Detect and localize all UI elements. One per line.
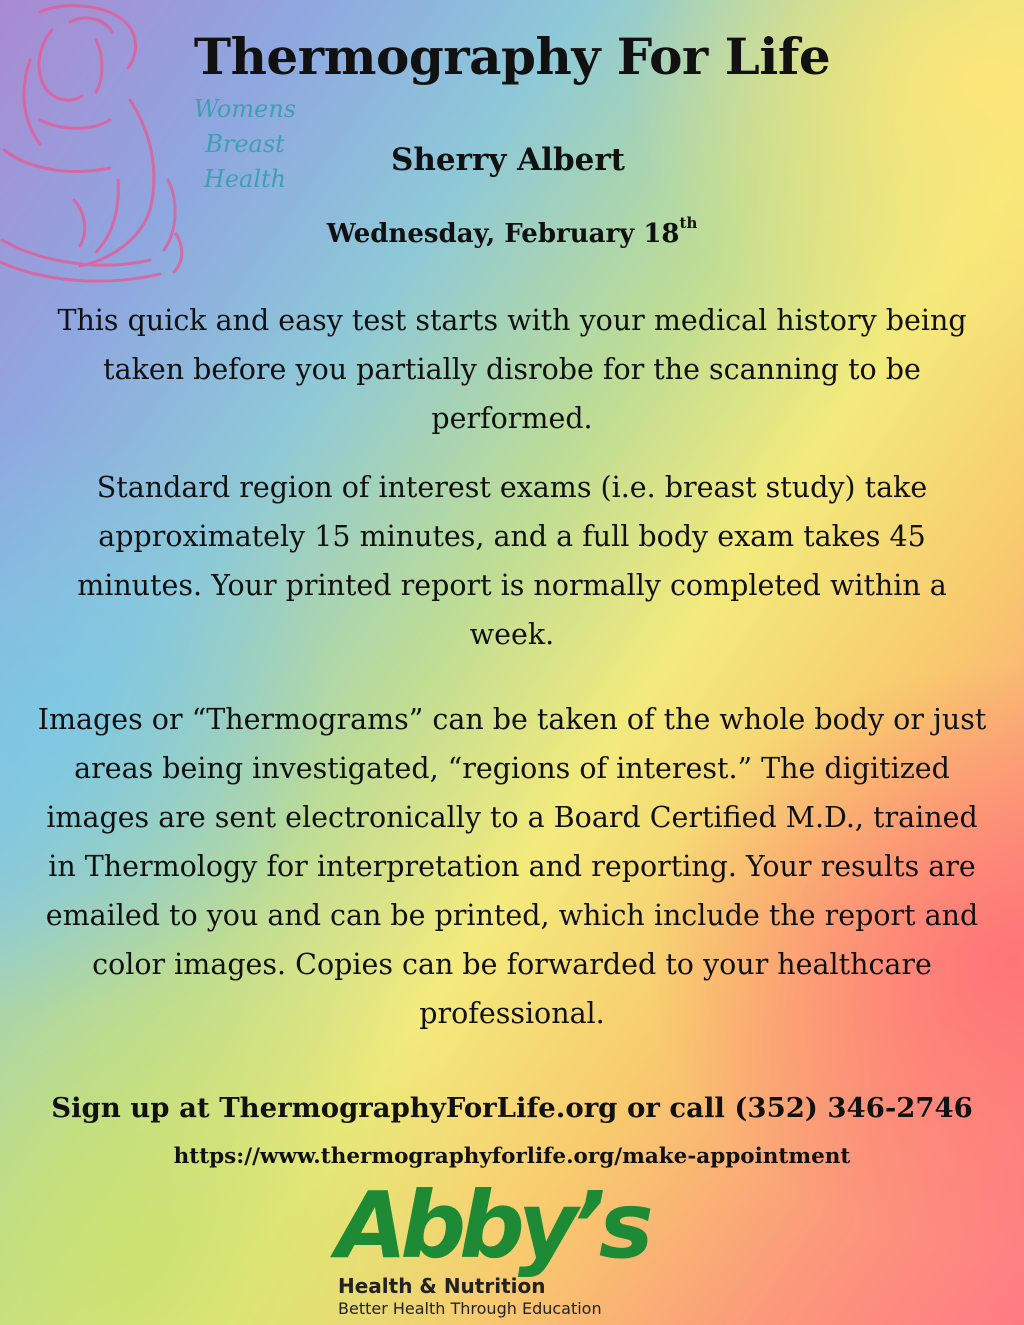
appointment-link[interactable]: https://www.thermographyforlife.org/make-appointment: [173, 1144, 851, 1169]
presenter-name: Sherry Albert: [391, 142, 625, 178]
sponsor-subtitle: Health & Nutrition: [338, 1274, 546, 1298]
paragraph-exam-duration: Standard region of interest exams (i.e. breast study) take approximately 15 minutes, and a full body exam takes 45 minutes. Your printed report is normally completed within a week.: [77, 471, 947, 651]
paragraph-test-process: This quick and easy test starts with your medical history being taken before you partially disrobe for the scanning to be performed.: [57, 304, 967, 435]
paragraph-thermograms: Images or “Thermograms” can be taken of the whole body or just areas being investigated, “regions of interest.” The digitized images are sent electronically to a Board Certified M.D., trained in Thermology for interpretation and reporting. Your results are emailed to you and can be printed, which include the report and color images. Copies can be forwarded to your healthcare professional.: [37, 703, 987, 1030]
event-date-text: Wednesday, February 18: [326, 219, 680, 249]
signup-call-to-action: Sign up at ThermographyForLife.org or call (352) 346-2746: [51, 1092, 973, 1124]
logo-line-breast: Breast: [205, 130, 285, 158]
event-date: [212, 213, 812, 255]
event-date-suffix: th: [679, 214, 698, 233]
sponsor-logo: [336, 1172, 696, 1322]
sponsor-name: Abby’s: [336, 1172, 647, 1279]
logo-line-womens: Womens: [193, 95, 297, 123]
sponsor-tagline: Better Health Through Education: [338, 1299, 602, 1318]
logo-line-health: Health: [203, 165, 287, 193]
womens-breast-health-logo-text: [190, 92, 300, 197]
page-title: Thermography For Life: [193, 27, 831, 86]
